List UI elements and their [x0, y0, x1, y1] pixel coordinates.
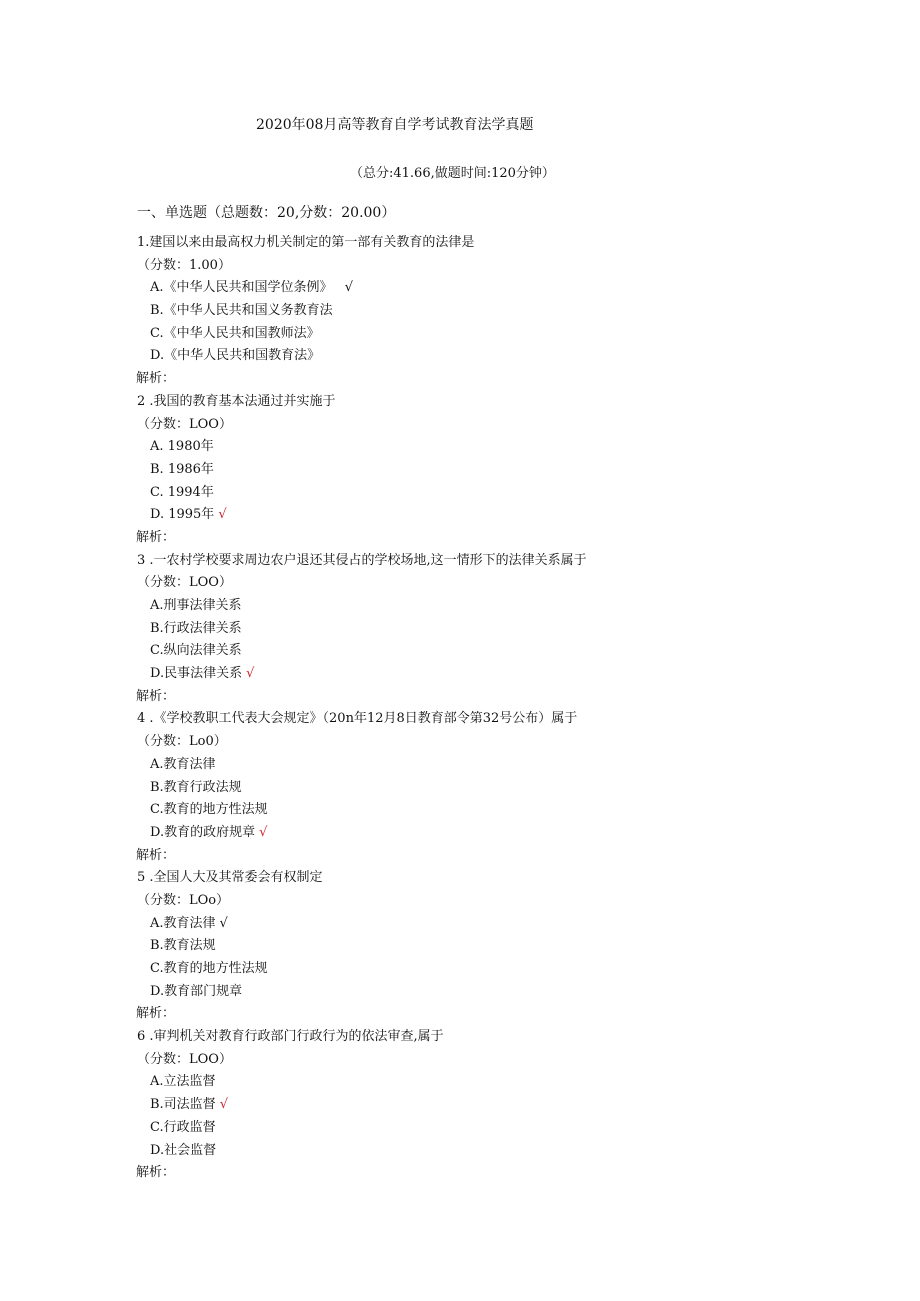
question-stem: 6 .审判机关对教育行政部门行政行为的依法审查,属于 — [137, 1029, 444, 1045]
option-text: D. 1995年 — [150, 507, 215, 523]
answer-option — [137, 618, 837, 641]
answer-option — [137, 663, 837, 686]
option-text: A.刑事法律关系 — [150, 598, 242, 613]
answer-option — [137, 504, 837, 527]
answer-option — [137, 754, 837, 777]
exam-meta: （总分:41.66,做题时间:120分钟） — [350, 166, 555, 181]
answer-option — [137, 595, 837, 618]
question-score: （分数：LOO） — [137, 575, 232, 591]
analysis-label: 解析： — [136, 1006, 176, 1022]
section-heading: 一、单选题（总题数：20,分数：20.00） — [137, 205, 396, 221]
option-text: B.行政法律关系 — [150, 620, 242, 636]
question-score: （分数：LOO） — [137, 416, 232, 432]
analysis-label: 解析： — [136, 847, 176, 863]
answer-option — [137, 345, 837, 368]
answer-option — [137, 1094, 837, 1117]
option-text: B.教育法规 — [150, 938, 216, 954]
answer-option — [137, 640, 837, 663]
option-text: A.教育法律 — [150, 756, 216, 772]
question-stem: 3 .一农村学校要求周边农户退还其侵占的学校场地,这一情形下的法律关系属于 — [137, 552, 587, 568]
answer-option — [137, 300, 837, 323]
option-text: C.行政监督 — [150, 1119, 216, 1135]
question-score: （分数：Lo0） — [137, 734, 227, 750]
answer-option — [137, 277, 837, 300]
option-text: D.教育的政府规章 — [150, 824, 256, 840]
document-title: 2020年08月高等教育自学考试教育法学真题 — [256, 117, 534, 133]
option-text: D.社会监督 — [150, 1142, 217, 1158]
question-block — [137, 1026, 837, 1185]
check-mark-icon: √ — [259, 824, 268, 840]
option-text: A.教育法律 — [150, 915, 216, 931]
answer-option — [137, 913, 837, 936]
option-text: C. 1994年 — [150, 484, 214, 500]
option-text: B.《中华人民共和国义务教育法 — [150, 303, 333, 319]
analysis-label: 解析： — [136, 371, 176, 387]
check-mark-icon: √ — [218, 507, 227, 523]
question-stem: 2 .我国的教育基本法通过并实施于 — [137, 393, 336, 409]
question-score: （分数：LOo） — [137, 892, 230, 908]
check-mark-icon: √ — [219, 1097, 228, 1113]
option-text: B.教育行政法规 — [150, 779, 242, 795]
question-list — [137, 232, 837, 1185]
answer-option — [137, 482, 837, 505]
option-text: D.教育部门规章 — [150, 983, 243, 999]
check-mark-icon: √ — [219, 915, 228, 931]
answer-option — [137, 958, 837, 981]
option-text: B.司法监督 — [150, 1097, 216, 1113]
answer-option — [137, 323, 837, 346]
check-mark-icon: √ — [246, 666, 255, 682]
answer-option — [137, 822, 837, 845]
option-text: C.教育的地方性法规 — [150, 802, 268, 818]
answer-option — [137, 1117, 837, 1140]
question-block — [137, 708, 837, 867]
answer-option — [137, 1140, 837, 1163]
answer-option — [137, 777, 837, 800]
option-text: A.立法监督 — [150, 1074, 216, 1090]
option-text: D.《中华人民共和国教育法》 — [150, 348, 321, 364]
analysis-label: 解析： — [136, 1165, 176, 1181]
question-score: （分数：LOO） — [137, 1051, 232, 1067]
analysis-label: 解析： — [136, 688, 176, 704]
option-text: C.《中华人民共和国教师法》 — [150, 325, 320, 341]
question-stem: 1.建国以来由最高权力机关制定的第一部有关教育的法律是 — [137, 235, 475, 250]
analysis-label: 解析： — [136, 529, 176, 545]
answer-option — [137, 981, 837, 1004]
option-text: C.教育的地方性法规 — [150, 961, 268, 976]
question-stem: 4 .《学校教职工代表大会规定》（20n年12月8日教育部令第32号公布）属于 — [137, 711, 578, 727]
option-text: C.纵向法律关系 — [150, 643, 242, 659]
option-text: A. 1980年 — [150, 439, 214, 455]
question-block — [137, 867, 837, 1026]
option-text: B. 1986年 — [150, 461, 214, 477]
answer-option — [137, 1071, 837, 1094]
question-score: （分数：1.00） — [137, 257, 231, 273]
answer-option — [137, 436, 837, 459]
question-block — [137, 232, 837, 391]
question-block — [137, 550, 837, 709]
answer-option — [137, 459, 837, 482]
question-block — [137, 391, 837, 550]
answer-option — [137, 935, 837, 958]
option-text: D.民事法律关系 — [150, 666, 243, 682]
option-text: A.《中华人民共和国学位条例》 — [150, 280, 333, 296]
check-mark-icon: √ — [336, 280, 354, 296]
answer-option — [137, 799, 837, 822]
question-stem: 5 .全国人大及其常委会有权制定 — [137, 870, 323, 886]
